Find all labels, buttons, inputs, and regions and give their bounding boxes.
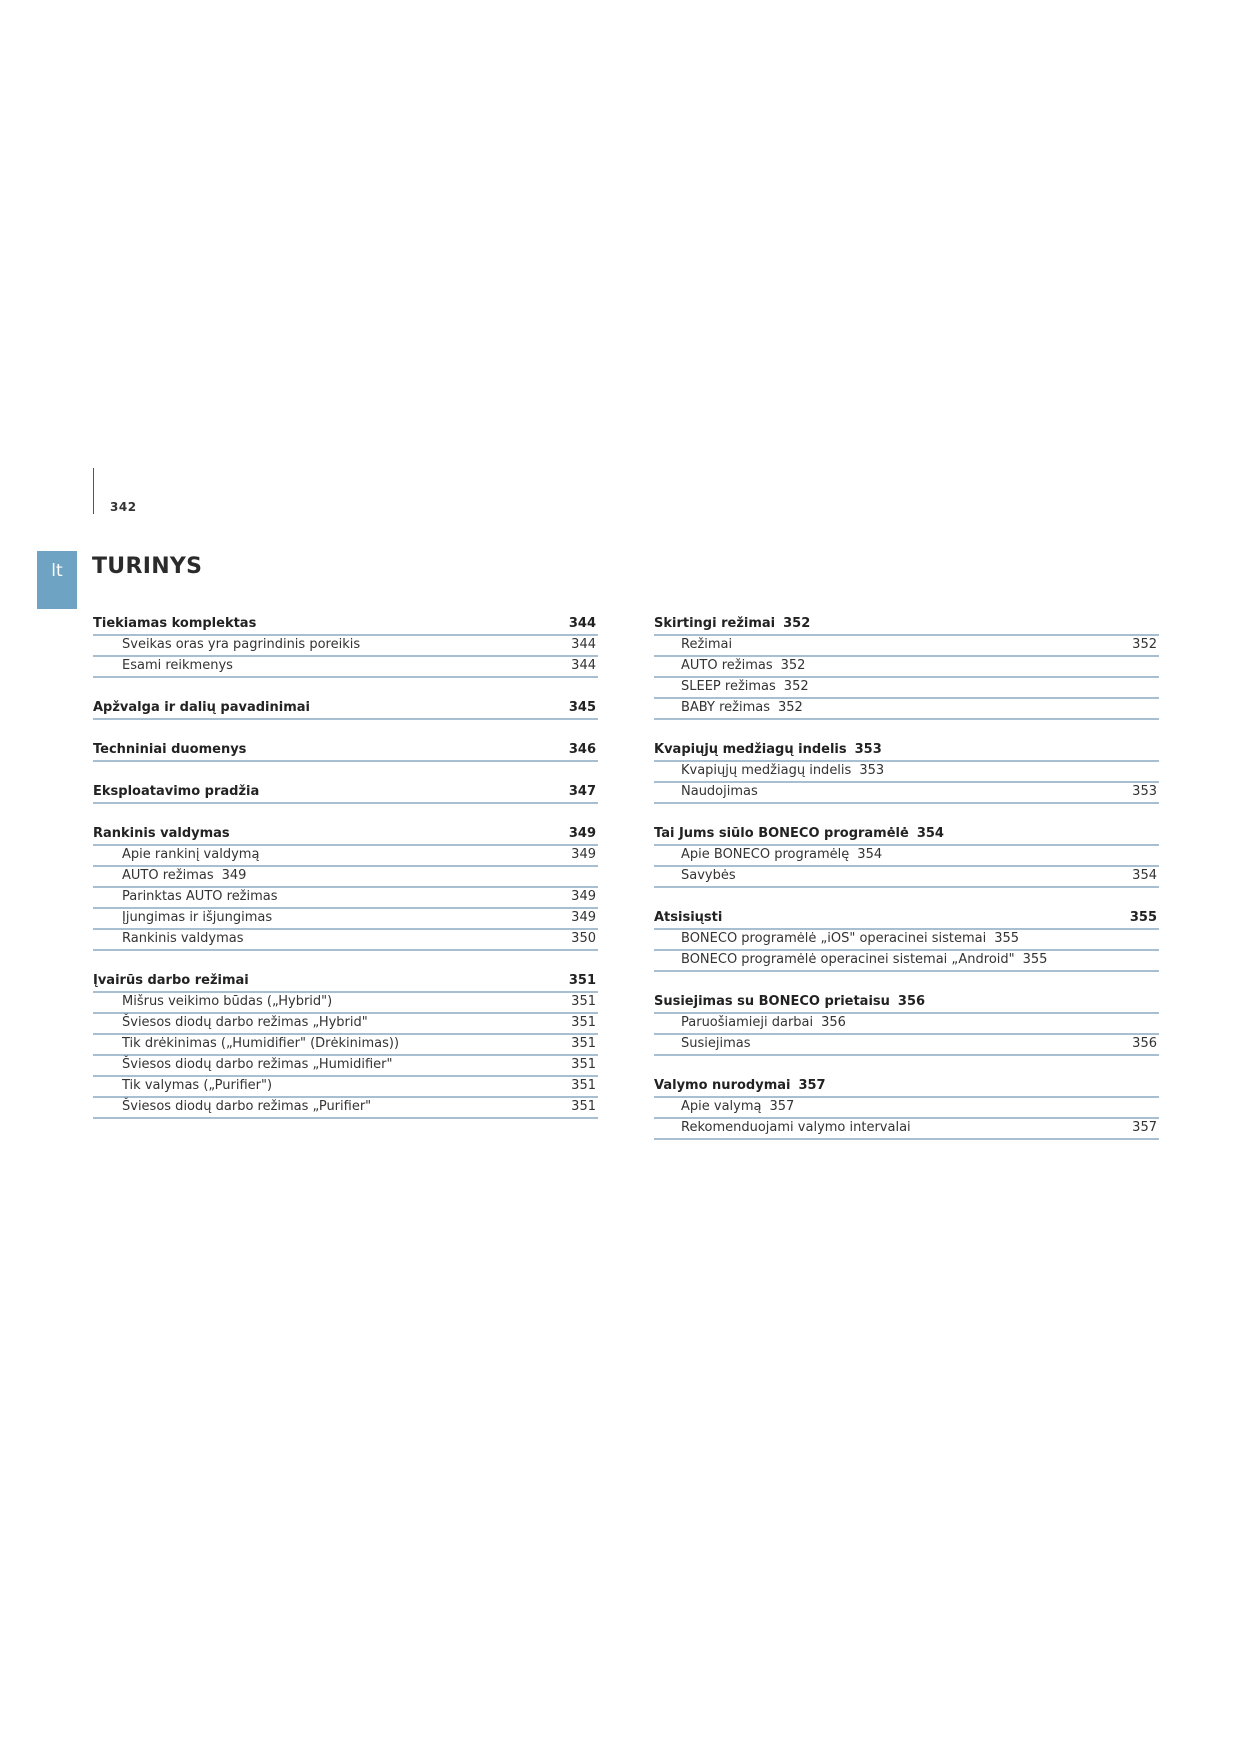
toc-page-number: 349 (571, 889, 596, 904)
toc-section-heading[interactable] (654, 992, 1159, 1014)
toc-section (93, 614, 598, 678)
toc-page-number: 350 (571, 931, 596, 946)
toc-page-number: 356 (821, 1015, 846, 1030)
toc-entry-title: Paruošiamieji darbai 356 (681, 1015, 846, 1030)
toc-entry[interactable] (654, 678, 1159, 699)
page-number-rule (93, 468, 94, 514)
toc-section-heading[interactable] (93, 782, 598, 804)
toc-entry[interactable] (654, 783, 1159, 804)
toc-page-number: 351 (568, 973, 596, 988)
toc-entry-title: Mišrus veikimo būdas („Hybrid") (122, 994, 333, 1009)
toc-entry[interactable] (654, 1098, 1159, 1119)
toc-page-number: 352 (783, 679, 809, 694)
toc-page-number: 353 (854, 742, 882, 757)
toc-section (654, 908, 1159, 972)
toc-section (93, 824, 598, 951)
toc-page-number: 354 (1132, 868, 1157, 883)
toc-page-number: 357 (769, 1099, 795, 1114)
toc-section (654, 614, 1159, 720)
toc-entry-title: Rankinis valdymas (122, 931, 244, 946)
toc-page-number: 355 (1022, 952, 1048, 967)
toc-entry[interactable] (654, 930, 1159, 951)
toc-entry-title: Parinktas AUTO režimas (122, 889, 278, 904)
toc-entry-title: BONECO programėlė „iOS" operacinei sistemai 355 (681, 931, 1020, 946)
toc-entry-title: BONECO programėlė operacinei sistemai „Android" 355 (681, 952, 1048, 967)
toc-entry[interactable] (654, 846, 1159, 867)
toc-section-title: Kvapiųjų medžiagų indelis 353 (654, 742, 882, 757)
toc-entry[interactable] (93, 657, 598, 678)
toc-entry-title: BABY režimas 352 (681, 700, 803, 715)
toc-entry[interactable] (654, 1119, 1159, 1140)
toc-entry[interactable] (93, 1098, 598, 1119)
toc-page-number: 357 (1132, 1120, 1157, 1135)
toc-page-number: 349 (571, 910, 596, 925)
toc-section (93, 740, 598, 762)
toc-page-number: 351 (571, 1015, 596, 1030)
toc-entry[interactable] (654, 1014, 1159, 1035)
toc-section-title: Apžvalga ir dalių pavadinimai (93, 700, 310, 715)
toc-section-title: Eksploatavimo pradžia (93, 784, 260, 799)
toc-section-heading[interactable] (93, 614, 598, 636)
toc-page-number: 351 (571, 994, 596, 1009)
toc-entry-title: Tik valymas („Purifier") (122, 1078, 273, 1093)
toc-section-title: Valymo nurodymai 357 (654, 1078, 826, 1093)
toc-section-heading[interactable] (654, 614, 1159, 636)
toc-entry-title: Apie rankinį valdymą (122, 847, 260, 862)
toc-section-heading[interactable] (93, 824, 598, 846)
toc-section (93, 971, 598, 1119)
toc-section (93, 698, 598, 720)
toc-page-number: 351 (571, 1099, 596, 1114)
page-number: 342 (110, 500, 137, 514)
toc-entry[interactable] (93, 1014, 598, 1035)
toc-page-number: 351 (571, 1057, 596, 1072)
toc-entry[interactable] (93, 909, 598, 930)
toc-entry[interactable] (93, 888, 598, 909)
toc-entry-title: Savybės (681, 868, 736, 883)
toc-page-number: 354 (857, 847, 883, 862)
toc-page-number: 352 (1132, 637, 1157, 652)
toc-entry[interactable] (654, 657, 1159, 678)
toc-section (654, 740, 1159, 804)
toc-page-number: 345 (568, 700, 596, 715)
toc-section (654, 992, 1159, 1056)
toc-page-number: 349 (568, 826, 596, 841)
toc-column-left (93, 614, 598, 1139)
toc-page-number: 351 (571, 1036, 596, 1051)
toc-page-number: 357 (798, 1078, 826, 1093)
toc-page-number: 352 (783, 616, 811, 631)
toc-entry[interactable] (93, 1056, 598, 1077)
toc-section-title: Techniniai duomenys (93, 742, 247, 757)
toc-section-heading[interactable] (654, 824, 1159, 846)
toc-section-title: Skirtingi režimai 352 (654, 616, 811, 631)
toc-page-number: 344 (571, 637, 596, 652)
toc-section (654, 1076, 1159, 1140)
toc-entry-title: Tik drėkinimas („Humidifier" (Drėkinimas)) (122, 1036, 400, 1051)
toc-page-number: 347 (568, 784, 596, 799)
toc-entry-title: Naudojimas (681, 784, 758, 799)
toc-page-number: 344 (568, 616, 596, 631)
toc-entry[interactable] (654, 867, 1159, 888)
toc-section-heading[interactable] (654, 740, 1159, 762)
toc-entry-title: Susiejimas (681, 1036, 751, 1051)
toc-entry-title: Apie valymą 357 (681, 1099, 795, 1114)
page-title: TURINYS (92, 554, 203, 579)
toc-entry[interactable] (654, 951, 1159, 972)
toc-entry[interactable] (654, 762, 1159, 783)
toc-section-heading[interactable] (93, 698, 598, 720)
toc-entry-title: Esami reikmenys (122, 658, 233, 673)
toc-page-number: 344 (571, 658, 596, 673)
toc-section-title: Atsisiųsti (654, 910, 723, 925)
toc-page-number: 355 (994, 931, 1020, 946)
toc-entry-title: Įjungimas ir išjungimas (122, 910, 273, 925)
toc-entry[interactable] (93, 867, 598, 888)
toc-section (654, 824, 1159, 888)
toc-section-heading[interactable] (654, 908, 1159, 930)
toc-section-title: Tai Jums siūlo BONECO programėlė 354 (654, 826, 944, 841)
toc-entry[interactable] (654, 1035, 1159, 1056)
toc-page-number: 354 (916, 826, 944, 841)
toc-page-number: 349 (221, 868, 247, 883)
toc-page-number: 353 (859, 763, 885, 778)
toc-entry-title: Kvapiųjų medžiagų indelis 353 (681, 763, 885, 778)
toc-section-heading[interactable] (654, 1076, 1159, 1098)
toc-section-heading[interactable] (93, 971, 598, 993)
toc-entry-title: SLEEP režimas 352 (681, 679, 809, 694)
toc-entry[interactable] (93, 846, 598, 867)
toc-page-number: 346 (568, 742, 596, 757)
toc-section-title: Susiejimas su BONECO prietaisu 356 (654, 994, 926, 1009)
toc-page-number: 356 (897, 994, 926, 1009)
toc-page-number: 352 (780, 658, 806, 673)
toc-section (93, 782, 598, 804)
toc-section-title: Įvairūs darbo režimai (93, 973, 249, 988)
toc-entry-title: Sveikas oras yra pagrindinis poreikis (122, 637, 361, 652)
toc-page-number: 352 (778, 700, 803, 715)
toc-entry-title: Rekomenduojami valymo intervalai (681, 1120, 911, 1135)
toc-page-number: 356 (1132, 1036, 1157, 1051)
toc-column-right (654, 614, 1159, 1160)
toc-entry-title: Šviesos diodų darbo režimas „Purifier" (122, 1099, 372, 1114)
toc-entry-title: AUTO režimas 352 (681, 658, 806, 673)
toc-entry-title: Šviesos diodų darbo režimas „Humidifier" (122, 1057, 393, 1072)
toc-entry-title: Režimai (681, 637, 733, 652)
toc-entry[interactable] (93, 636, 598, 657)
toc-section-heading[interactable] (93, 740, 598, 762)
toc-entry[interactable] (93, 930, 598, 951)
toc-entry[interactable] (654, 699, 1159, 720)
toc-entry-title: AUTO režimas 349 (122, 868, 247, 883)
toc-entry[interactable] (93, 1035, 598, 1056)
toc-page-number: 349 (571, 847, 596, 862)
toc-section-title: Tiekiamas komplektas (93, 616, 257, 631)
language-tab: lt (37, 551, 77, 609)
toc-entry[interactable] (654, 636, 1159, 657)
toc-page-number: 353 (1132, 784, 1157, 799)
toc-page-number: 355 (1129, 910, 1157, 925)
toc-entry-title: Šviesos diodų darbo režimas „Hybrid" (122, 1015, 368, 1030)
toc-page-number: 351 (571, 1078, 596, 1093)
toc-section-title: Rankinis valdymas (93, 826, 230, 841)
toc-entry[interactable] (93, 993, 598, 1014)
toc-entry-title: Apie BONECO programėlę 354 (681, 847, 883, 862)
toc-entry[interactable] (93, 1077, 598, 1098)
